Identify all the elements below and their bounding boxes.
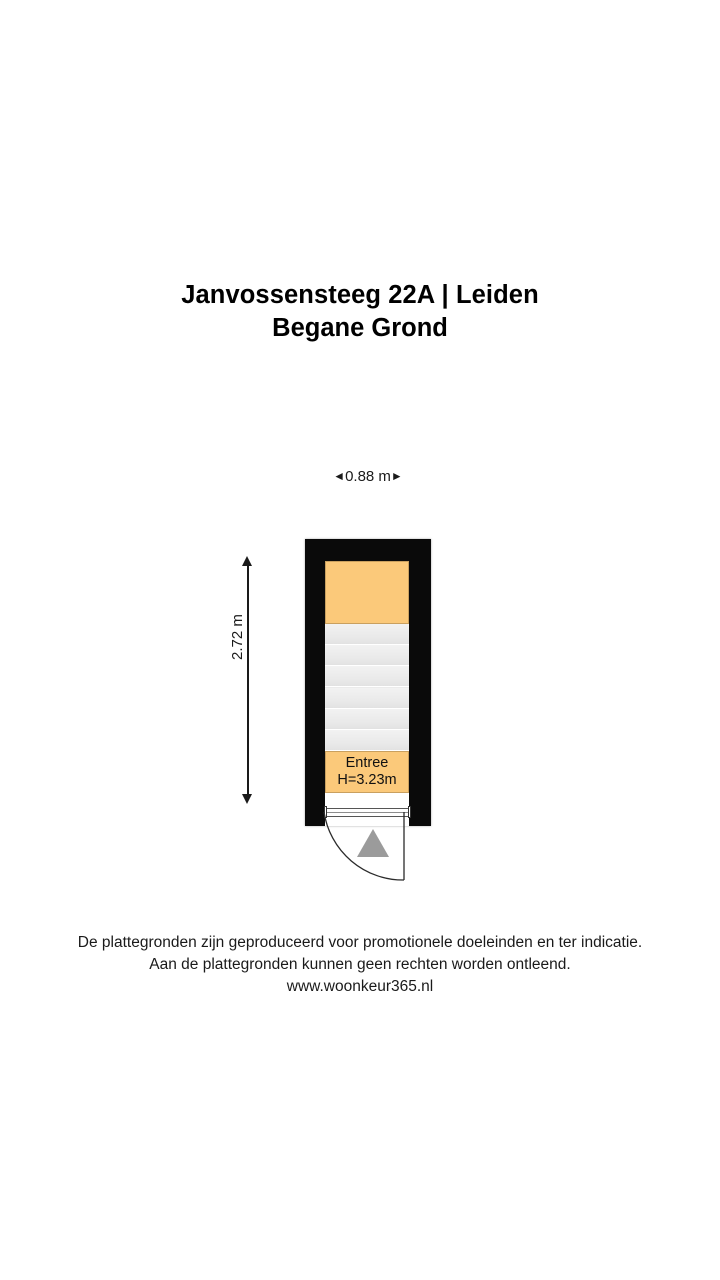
footer-disclaimer <box>0 932 720 998</box>
dimension-width <box>305 466 431 487</box>
north-arrow-icon <box>357 829 389 857</box>
stair-tread <box>325 730 409 751</box>
room-entree-label: Entree <box>345 755 389 771</box>
dimension-depth-rule <box>247 564 249 796</box>
room-entree <box>325 751 409 793</box>
door-threshold-line <box>325 808 409 809</box>
footer-website-link[interactable]: www.woonkeur365.nl <box>286 978 434 995</box>
staircase <box>325 624 409 751</box>
interior-area <box>325 561 409 805</box>
dimension-arrow-right-icon: ► <box>390 469 403 483</box>
stair-tread <box>325 688 409 709</box>
stair-tread <box>325 666 409 687</box>
dimension-arrow-left-icon: ◄ <box>333 469 346 483</box>
dimension-arrow-down-icon <box>242 794 252 804</box>
footer-line-2: Aan de plattegronden kunnen geen rechten worden ontleend. <box>149 956 571 973</box>
floorplan-drawing <box>305 539 431 826</box>
dimension-depth-line <box>239 556 257 804</box>
room-entree-height-label: H=3.23m <box>337 772 397 788</box>
stair-tread <box>325 624 409 645</box>
footer-line-1: De plattegronden zijn geproduceerd voor promotionele doeleinden en ter indicatie. <box>77 934 643 951</box>
stair-tread <box>325 645 409 666</box>
page-title-address: Janvossensteeg 22A | Leiden <box>181 281 539 309</box>
room-hall-upper <box>325 561 409 624</box>
page-title-floor: Begane Grond <box>272 314 448 342</box>
dimension-width-label: 0.88 m <box>345 468 391 485</box>
stair-tread <box>325 709 409 730</box>
dimension-depth-label: 2.72 m <box>229 614 246 660</box>
